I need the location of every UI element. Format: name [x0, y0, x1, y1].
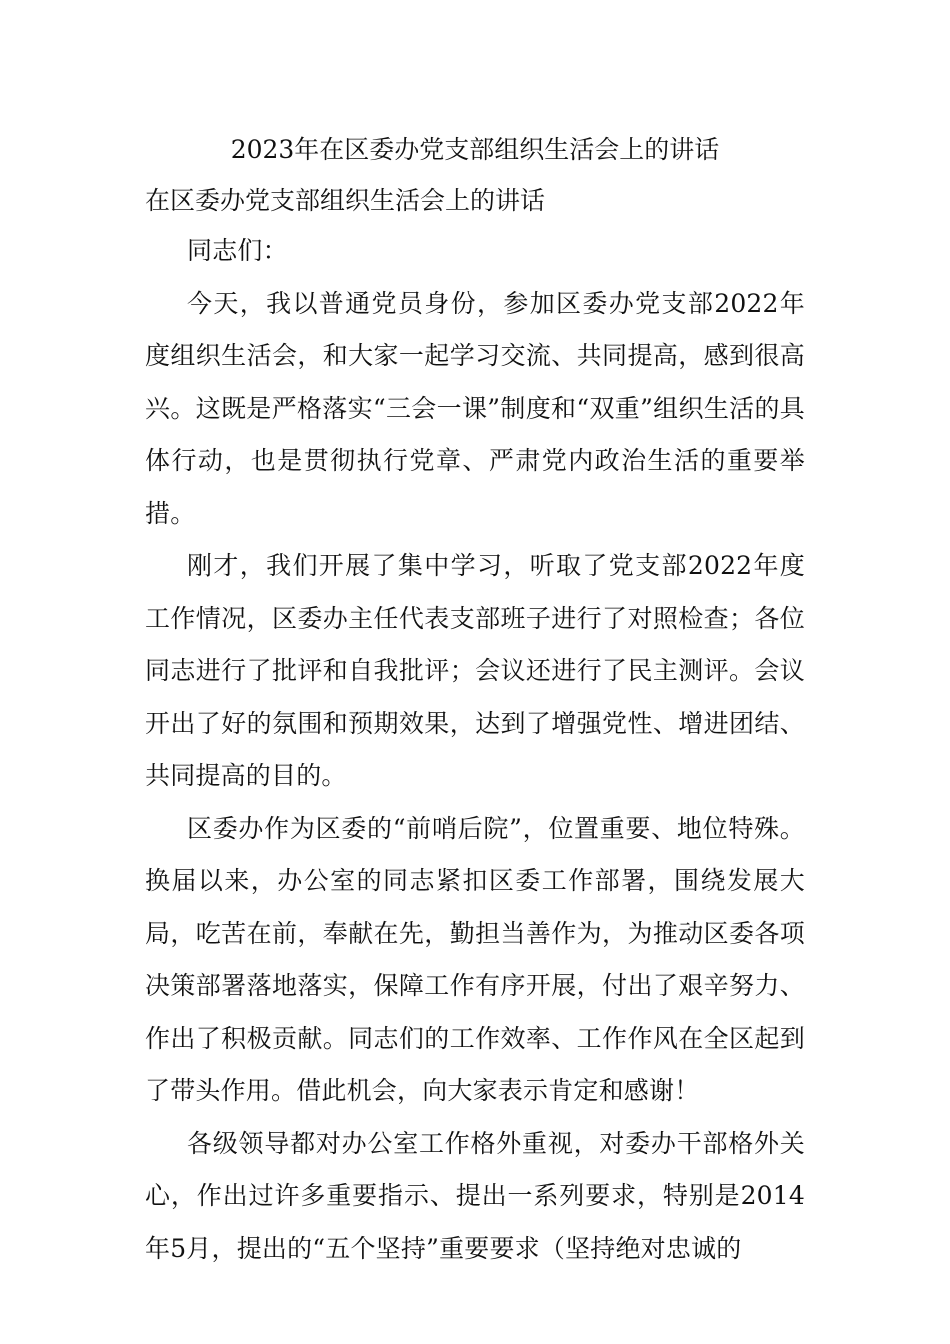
paragraph-4: 各级领导都对办公室工作格外重视，对委办干部格外关心，作出过许多重要指示、提出一系列要求，特别是2014年5月，提出的“五个坚持”重要要求（坚持绝对忠诚的	[145, 1128, 805, 1263]
document-subtitle: 在区委办党支部组织生活会上的讲话	[145, 186, 546, 215]
paragraph-1: 今天，我以普通党员身份，参加区委办党支部2022年度组织生活会，和大家一起学习交流、共同提高，感到很高兴。这既是严格落实“三会一课”制度和“双重”组织生活的具体行动，也是贯彻执行党章、严肃党内政治生活的重要举措。	[145, 288, 805, 528]
salutation: 同志们：	[187, 236, 288, 265]
document-body	[145, 225, 805, 1275]
paragraph-3: 区委办作为区委的“前哨后院”，位置重要、地位特殊。换届以来，办公室的同志紧扣区委工作部署，围绕发展大局，吃苦在前，奉献在先，勤担当善作为，为推动区委各项决策部署落地落实，保障工作有序开展，付出了艰辛努力、作出了积极贡献。同志们的工作效率、工作作风在全区起到了带头作用。借此机会，向大家表示肯定和感谢！	[145, 813, 805, 1105]
document-title: 2023年在区委办党支部组织生活会上的讲话	[230, 135, 720, 164]
paragraph-2: 刚才，我们开展了集中学习，听取了党支部2022年度工作情况，区委办主任代表支部班子进行了对照检查；各位同志进行了批评和自我批评；会议还进行了民主测评。会议开出了好的氛围和预期效果，达到了增强党性、增进团结、共同提高的目的。	[145, 551, 805, 790]
